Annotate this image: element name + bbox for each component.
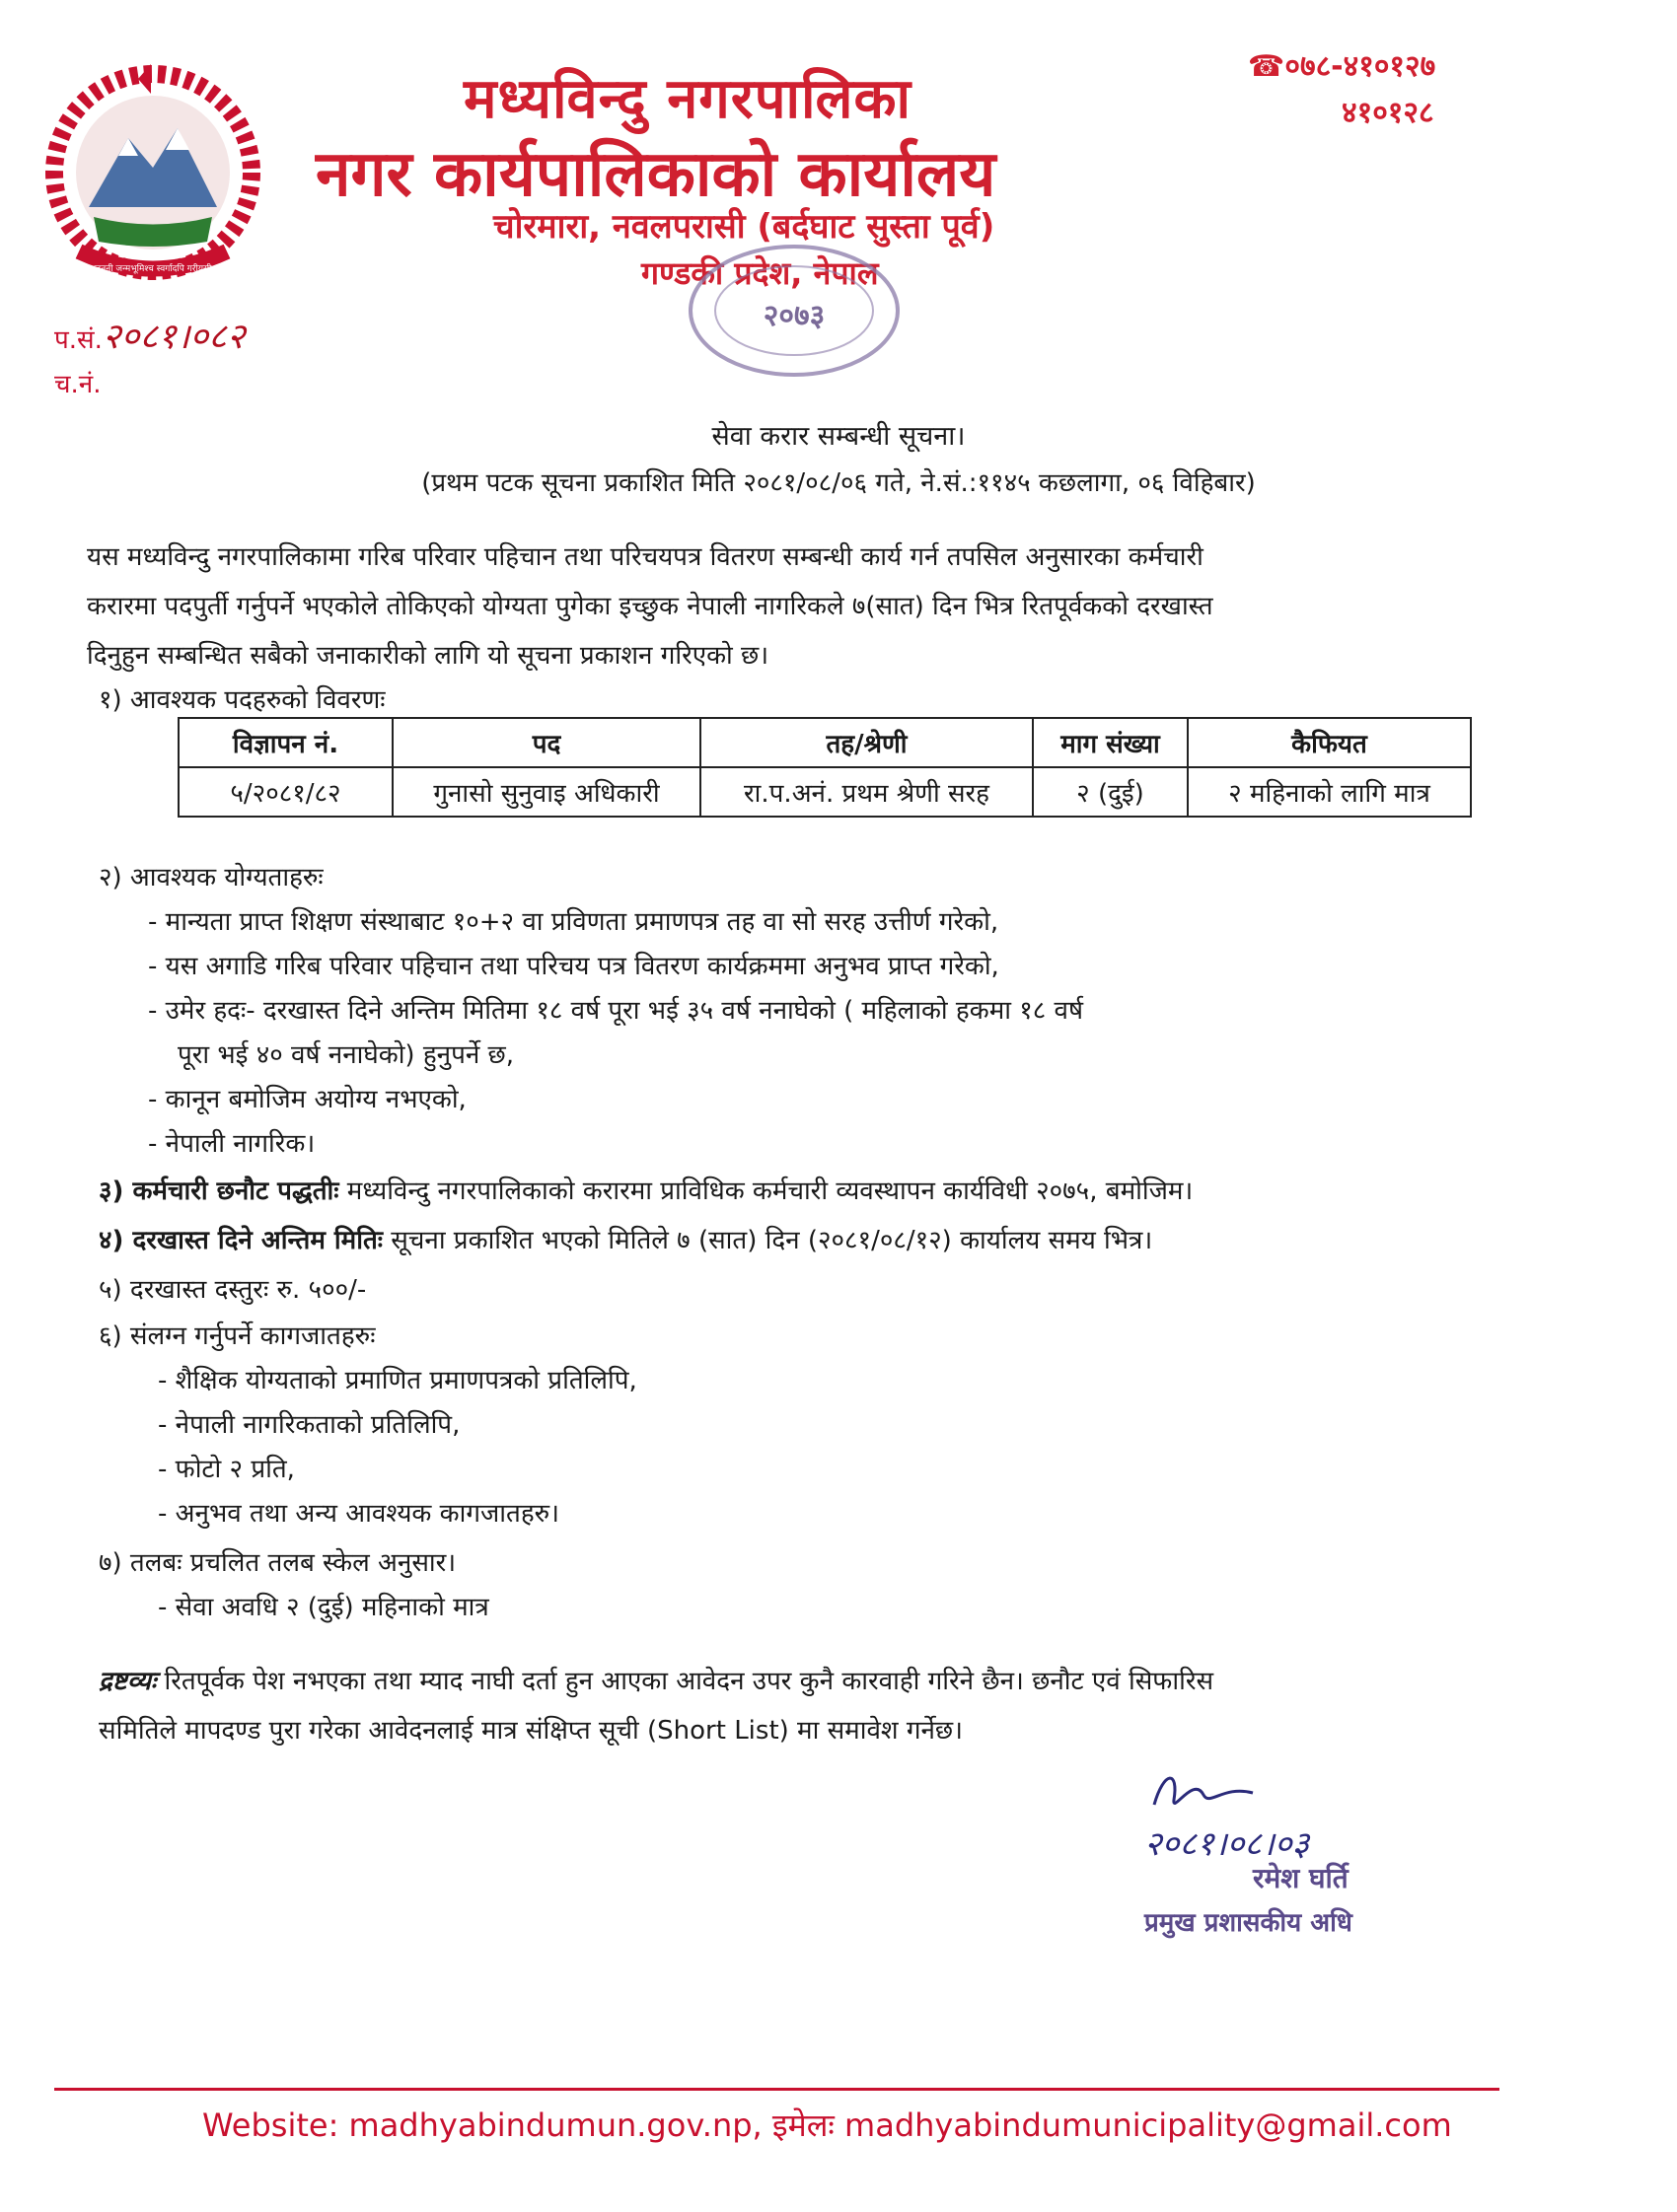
municipality-name: मध्यविन्दु नगरपालिका [464, 67, 912, 131]
section5-heading: ५) दरखास्त दस्तुरः [99, 1275, 269, 1305]
cell-level: रा.प.अनं. प्रथम श्रेणी सरह [700, 767, 1033, 817]
intro-line-1: यस मध्यविन्दु नगरपालिकामा गरिब परिवार पहिचान तथा परिचयपत्र वितरण सम्बन्धी कार्य गर्न तपसिल अनुसारका कर्मचारी [87, 542, 1203, 572]
handwritten-signature [1144, 1765, 1273, 1824]
stamp-year: २०७३ [763, 299, 826, 333]
cell-ad-no: ५/२०८१/८२ [179, 767, 393, 817]
office-stamp [681, 237, 908, 385]
document-item: - शैक्षिक योग्यताको प्रमाणित प्रमाणपत्रको प्रतिलिपि, [158, 1366, 637, 1395]
cell-demand: २ (दुई) [1033, 767, 1188, 817]
col-header-post: पद [393, 718, 700, 767]
section5 [99, 1270, 366, 1306]
qualification-item: - मान्यता प्राप्त शिक्षण संस्थाबाट १०+२ वा प्रविणता प्रमाणपत्र तह वा सो सरह उत्तीर्ण गरेको, [148, 907, 999, 937]
footer-contact: Website: madhyabindumun.gov.np, इमेलः madhyabindumunicipality@gmail.com [202, 2106, 1452, 2144]
notice-subtitle: (प्रथम पटक सूचना प्रकाशित मिति २०८१/०८/०६ गते, ने.सं.:११४५ कछलागा, ०६ विहिबार) [421, 468, 1256, 498]
qualification-item: - यस अगाडि गरिब परिवार पहिचान तथा परिचय पत्र वितरण कार्यक्रममा अनुभव प्राप्त गरेको, [148, 952, 999, 981]
section4 [99, 1221, 1152, 1256]
section7-item: - सेवा अवधि २ (दुई) महिनाको मात्र [158, 1593, 489, 1622]
signatory-name: रमेश घर्ति [1253, 1862, 1349, 1894]
section1-heading: १) आवश्यक पदहरुको विवरणः [99, 685, 386, 715]
intro-line-3: दिनुहुन सम्बन्धित सबैको जनाकारीको लागि यो सूचना प्रकाशन गरिएको छ। [87, 641, 769, 671]
section2-heading: २) आवश्यक योग्यताहरुः [99, 863, 324, 892]
dispatch-number [54, 365, 101, 400]
note-label: द्रष्टव्यः [99, 1667, 157, 1696]
document-item: - फोटो २ प्रति, [158, 1455, 295, 1484]
nepal-emblem-logo [35, 59, 271, 286]
cell-remarks: २ महिनाको लागि मात्र [1188, 767, 1471, 817]
reference-number [54, 311, 246, 359]
qualification-item: - नेपाली नागरिक। [148, 1129, 316, 1159]
table-header-row [179, 718, 1471, 767]
note-text-1: रितपूर्वक पेश नभएका तथा म्याद नाघी दर्ता हुन आएका आवेदन उपर कुनै कारवाही गरिने छैन। छनौट एवं सिफारिस [164, 1667, 1214, 1696]
document-item: - नेपाली नागरिकताको प्रतिलिपि, [158, 1410, 461, 1440]
notice-title: सेवा करार सम्बन्धी सूचना। [711, 421, 966, 452]
qualification-item-cont: पूरा भई ४० वर्ष ननाघेको) हुनुपर्ने छ, [178, 1040, 515, 1070]
section6-heading: ६) संलग्न गर्नुपर्ने कागजातहरुः [99, 1321, 376, 1351]
section3 [99, 1172, 1193, 1207]
section4-heading: ४) दरखास्त दिने अन्तिम मितिः [99, 1226, 384, 1255]
section4-text: सूचना प्रकाशित भएको मितिले ७ (सात) दिन (२०८१/०८/१२) कार्यालय समय भित्र। [391, 1226, 1153, 1255]
col-header-remarks: कैफियत [1188, 718, 1471, 767]
intro-line-2: करारमा पदपुर्ती गर्नुपर्ने भएकोले तोकिएको योग्यता पुगेका इच्छुक नेपाली नागरिकले ७(सात) दिन भित्र रितपूर्वकको दरखास्त [87, 592, 1213, 621]
section3-heading: ३) कर्मचारी छनौट पद्धतीः [99, 1177, 339, 1206]
intro-paragraph [87, 533, 1497, 680]
qualification-item: - कानून बमोजिम अयोग्य नभएको, [148, 1085, 467, 1114]
ps-label: प.सं. [54, 325, 103, 355]
signature-date: २०८१।०८।०३ [1144, 1824, 1310, 1864]
col-header-demand: माग संख्या [1033, 718, 1188, 767]
note-line-1 [99, 1662, 1213, 1697]
phone-number-1: ☎०७८-४१०१२७ [1248, 49, 1436, 84]
col-header-level: तह/श्रेणी [700, 718, 1033, 767]
section3-text: मध्यविन्दु नगरपालिकाको करारमा प्राविधिक कर्मचारी व्यवस्थापन कार्यविधी २०७५, बमोजिम। [346, 1177, 1194, 1206]
section5-text: रु. ५००/- [276, 1275, 367, 1305]
table-row [179, 767, 1471, 817]
signatory-designation: प्रमुख प्रशासकीय अधि [1144, 1908, 1352, 1938]
positions-table [178, 717, 1472, 818]
province-name: गण्डकी प्रदेश, नेपाल [641, 254, 879, 292]
col-header-ad-no: विज्ञापन नं. [179, 718, 393, 767]
section7 [99, 1543, 456, 1579]
note-line-2: समितिले मापदण्ड पुरा गरेका आवेदनलाई मात्र संक्षिप्त सूची (Short List) मा समावेश गर्नेछ। [99, 1716, 964, 1746]
ps-value: २०८१।०८२ [102, 317, 246, 357]
cell-post: गुनासो सुनुवाइ अधिकारी [393, 767, 700, 817]
qualification-item: - उमेर हदः- दरखास्त दिने अन्तिम मितिमा १८ वर्ष पूरा भई ३५ वर्ष ननाघेको ( महिलाको हकमा १८ वर्ष [148, 996, 1084, 1026]
signature-block [1144, 1765, 1352, 1938]
section7-heading: ७) तलबः [99, 1548, 182, 1578]
emblem-motto: जननी जन्मभूमिश्च स्वर्गादपि गरीयसी [94, 264, 212, 274]
office-address: चोरमारा, नवलपरासी (बर्दघाट सुस्ता पूर्व) [493, 207, 995, 247]
cn-label: च.नं. [54, 370, 102, 399]
office-name: नगर कार्यपालिकाको कार्यालय [316, 138, 996, 211]
document-item: - अनुभव तथा अन्य आवश्यक कागजातहरु। [158, 1499, 560, 1529]
footer-divider [54, 2088, 1499, 2091]
phone-number-2: ४१०१२८ [1342, 96, 1434, 130]
section7-text: प्रचलित तलब स्केल अनुसार। [189, 1548, 457, 1578]
